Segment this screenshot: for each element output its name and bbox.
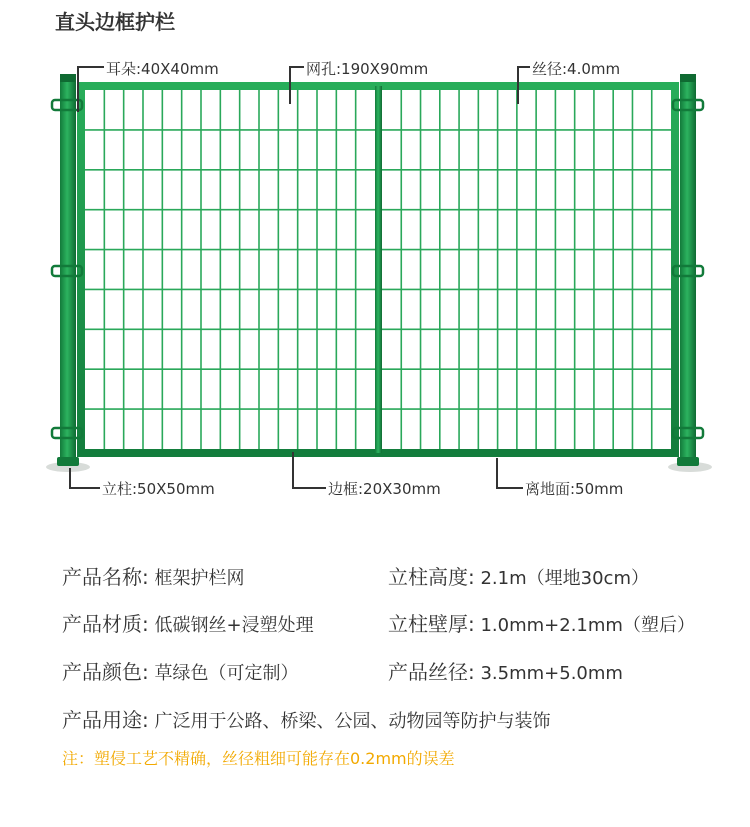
spec-label: 产品名称:: [62, 565, 149, 589]
post-size-callout: 立柱:50X50mm: [102, 480, 215, 498]
ground-clearance-callout: 离地面:50mm: [525, 480, 624, 498]
spec-product-name: [62, 561, 244, 590]
wire-diameter-callout: 丝径:4.0mm: [532, 60, 621, 78]
spec-value: 草绿色（可定制）: [154, 663, 299, 684]
page-title: 直头边框护栏: [55, 10, 175, 34]
frame-leader: [293, 452, 326, 488]
spec-value: 广泛用于公路、桥梁、公园、动物园等防护与装饰: [154, 711, 551, 732]
mesh-size-callout: 网孔:190X90mm: [306, 60, 429, 78]
spec-wire-diameter: [388, 656, 623, 685]
frame-middle-bar: [375, 86, 382, 453]
spec-label: 产品材质:: [62, 612, 149, 636]
disclaimer-note: 注：塑侵工艺不精确，丝径粗细可能存在0.2mm的误差: [62, 749, 455, 768]
spec-value: 框架护栏网: [154, 568, 245, 589]
spec-label: 立柱壁厚:: [388, 612, 475, 636]
spec-label: 产品颜色:: [62, 660, 149, 684]
spec-post-height: [388, 561, 649, 590]
spec-label: 立柱高度:: [388, 565, 475, 589]
spec-value: 2.1m（埋地30cm）: [480, 568, 649, 589]
spec-label: 产品丝径:: [388, 660, 475, 684]
spec-value: 1.0mm+2.1mm（塑后）: [480, 615, 695, 636]
frame-size-callout: 边框:20X30mm: [328, 480, 441, 498]
spec-usage: [62, 704, 550, 733]
ground-leader: [497, 458, 523, 488]
spec-color: [62, 656, 298, 685]
ear-size-callout: 耳朵:40X40mm: [106, 60, 219, 78]
left-post: [57, 74, 79, 466]
spec-label: 产品用途:: [62, 708, 149, 732]
spec-value: 低碳钢丝+浸塑处理: [154, 615, 314, 636]
right-post: [677, 74, 699, 466]
spec-material: [62, 608, 314, 637]
spec-post-thickness: [388, 608, 695, 637]
spec-value: 3.5mm+5.0mm: [480, 663, 623, 684]
